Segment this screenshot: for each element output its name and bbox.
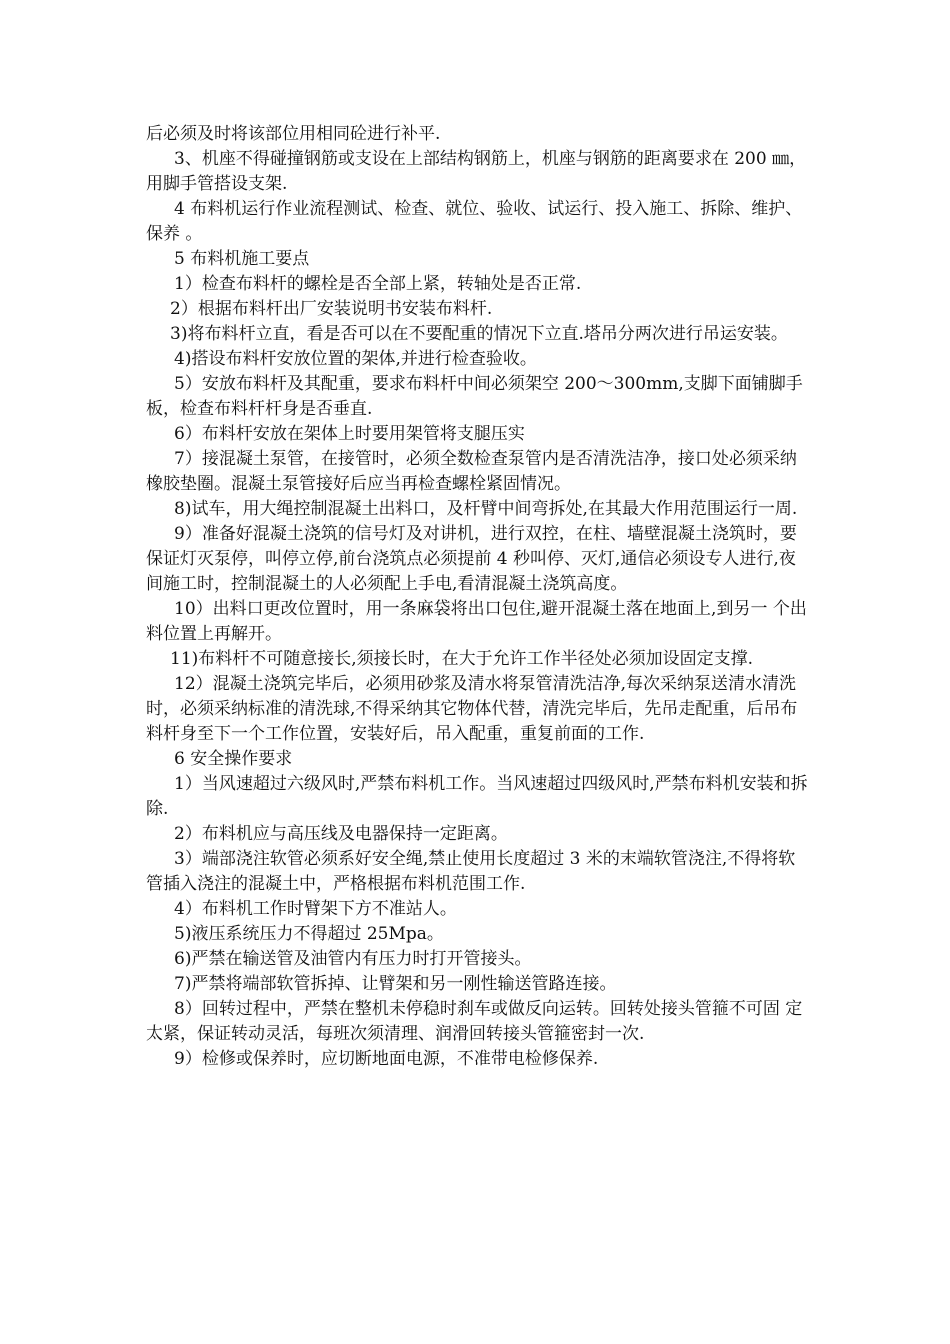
paragraph-5-3: 3)将布料杆立直，看是否可以在不要配重的情况下立直.塔吊分两次进行吊运安装。 [170, 324, 788, 344]
paragraph-5-5: 5）安放布料杆及其配重，要求布料杆中间必须架空 200～300mm,支脚下面铺脚手 板，检查布料杆杆身是否垂直. [146, 374, 803, 419]
paragraph-5-12: 12）混凝土浇筑完毕后，必须用砂浆及清水将泵管清洗洁净,每次采纳泵送清水清洗时，必须采纳标准的清洗球,不得采纳其它物体代替，清洗完毕后，先吊走配重，后吊布料杆身至下一个工作位置，安装好后，吊入配重，重复前面的工作. [146, 674, 798, 744]
paragraph-5-7: 7）接混凝土泵管，在接管时，必须全数检查泵管内是否清洗洁净，接口处必须采纳橡胶垫圈。混凝土泵管接好后应当再检查螺栓紧固情况。 [146, 449, 797, 494]
paragraph-6-8: 8）回转过程中，严禁在整机未停稳时刹车或做反向运转。回转处接头管箍不可固 定太紧，保证转动灵活，每班次须清理、润滑回转接头管箍密封一次. [146, 999, 803, 1044]
paragraph-5-11: 11)布料杆不可随意接长,须接长时，在大于允许工作半径处必须加设固定支撑. [170, 649, 754, 669]
paragraph-6-5: 5)液压系统压力不得超过 25Mpa。 [174, 924, 444, 944]
paragraph-section-4: 4 布料机运行作业流程测试、检查、就位、验收、试运行、投入施工、拆除、维护、保养 。 [146, 199, 803, 244]
paragraph-item-3: 3、机座不得碰撞钢筋或支设在上部结构钢筋上，机座与钢筋的距离要求在 200 ㎜， 用脚手管搭设支架. [146, 149, 807, 194]
paragraph-6-6: 6)严禁在输送管及油管内有压力时打开管接头。 [174, 949, 532, 969]
paragraph-5-10: 10）出料口更改位置时，用一条麻袋将出口包住,避开混凝土落在地面上,到另一 个出料位置上再解开。 [146, 599, 807, 644]
paragraph-6-3: 3）端部浇注软管必须系好安全绳,禁止使用长度超过 3 米的末端软管浇注,不得将软管插入浇注的混凝土中，严格根据布料机范围工作. [146, 849, 796, 894]
heading-section-6: 6 安全操作要求 [174, 749, 293, 769]
paragraph-continuation: 后必须及时将该部位用相同砼进行补平. [146, 124, 441, 144]
paragraph-6-7: 7)严禁将端部软管拆掉、让臂架和另一刚性输送管路连接。 [174, 974, 617, 994]
paragraph-5-4: 4)搭设布料杆安放位置的架体,并进行检查验收。 [174, 349, 537, 369]
paragraph-6-2: 2）布料机应与高压线及电器保持一定距离。 [174, 824, 508, 844]
paragraph-5-6: 6）布料杆安放在架体上时要用架管将支腿压实 [174, 424, 525, 444]
paragraph-5-8: 8)试车，用大绳控制混凝土出料口，及杆臂中间弯拆处,在其最大作用范围运行一周. [174, 499, 798, 519]
paragraph-6-4: 4）布料机工作时臂架下方不准站人。 [174, 899, 457, 919]
heading-section-5: 5 布料机施工要点 [174, 249, 310, 269]
paragraph-6-1: 1）当风速超过六级风时,严禁布料机工作。当风速超过四级风时,严禁布料机安装和拆除. [146, 774, 808, 819]
paragraph-5-1: 1）检查布料杆的螺栓是否全部上紧，转轴处是否正常. [174, 274, 582, 294]
paragraph-5-9: 9）准备好混凝土浇筑的信号灯及对讲机，进行双控，在柱、墙壁混凝土浇筑时，要保证灯灭泵停，叫停立停,前台浇筑点必须提前 4 秒叫停、灭灯,通信必须设专人进行,夜间施工时，控制混凝土的人必须配上手电,看清混凝土浇筑高度。 [146, 524, 797, 594]
document-body [146, 122, 810, 1072]
paragraph-5-2: 2）根据布料杆出厂安装说明书安装布料杆. [170, 299, 493, 319]
paragraph-6-9: 9）检修或保养时，应切断地面电源，不准带电检修保养. [174, 1049, 599, 1069]
